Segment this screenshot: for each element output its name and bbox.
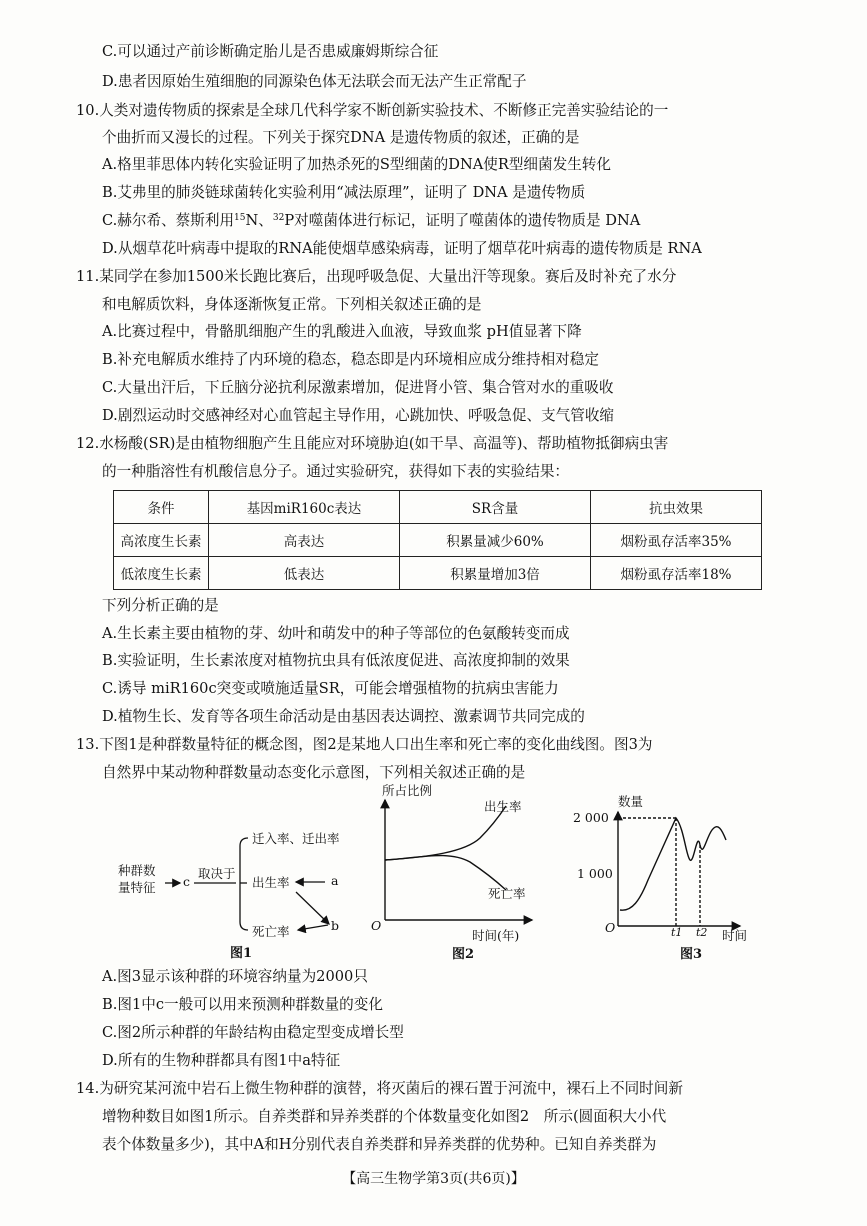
table-header-cell: SR含量 [400,491,591,524]
figure3-graph [618,812,740,926]
fig3-origin: O [605,920,616,935]
q12-stem-line2: 的一种脂溶性有机酸信息分子。通过实验研究，获得如下表的实验结果： [102,463,570,480]
q13-option-b: B.图1中c一般可以用来预测种群数量的变化 [102,996,383,1013]
fig3-population-curve [620,818,726,910]
table-cell: 烟粉虱存活率35% [591,524,762,557]
fig1-label-a: a [331,873,339,888]
fig1-label-birth: 出生率 [252,875,290,890]
q13-option-a: A.图3显示该种群的环境容纳量为2000只 [102,968,368,985]
q12-option-d: D.植物生长、发育等各项生命活动是由基因表达调控、激素调节共同完成的 [102,708,585,725]
fig1-label-depends: 取决于 [198,866,236,881]
q9-option-c: C.可以通过产前诊断确定胎儿是否患威廉姆斯综合征 [102,43,439,60]
fig1-label-migration: 迁入率、迁出率 [252,831,340,846]
q12-option-b: B.实验证明，生长素浓度对植物抗虫具有低浓度促进、高浓度抑制的效果 [102,652,570,669]
page-footer: 【高三生物学第3页(共6页)】 [342,1171,525,1187]
bracket [240,838,248,930]
q11-option-d: D.剧烈运动时交感神经对心血管起主导作用，心跳加快、呼吸急促、支气管收缩 [102,407,615,424]
q13-stem-line1: 13.下图1是种群数量特征的概念图，图2是某地人口出生率和死亡率的变化曲线图。图3为 [76,736,653,753]
figure2-graph [385,800,532,920]
q11-option-c: C.大量出汗后，下丘脑分泌抗利尿激素增加，促进肾小管、集合管对水的重吸收 [102,379,614,396]
arrow-birth-to-b [296,892,329,924]
q12-option-a: A.生长素主要由植物的芽、幼叶和萌发中的种子等部位的色氨酸转变而成 [102,625,570,642]
q14-stem-line2: 增物种数目如图1所示。自养类群和异养类群的个体数量变化如图2 所示(圆面积大小代 [102,1108,667,1125]
q11-option-b: B.补充电解质水维持了内环境的稳态，稳态即是内环境相应成分维持相对稳定 [102,351,599,368]
fig2-ylabel: 所占比例 [382,783,433,798]
fig3-tick-2000: 2 000 [573,810,609,825]
q10-option-b: B.艾弗里的肺炎链球菌转化实验利用“减法原理”，证明了 DNA 是遗传物质 [102,184,586,201]
q12-lead: 下列分析正确的是 [102,597,219,614]
q11-option-a: A.比赛过程中，骨骼肌细胞产生的乳酸进入血液，导致血浆 pH值显著下降 [102,323,582,340]
table-header-cell: 条件 [114,491,209,524]
fig2-caption: 图2 [452,947,475,962]
table-header-cell: 基因miR160c表达 [209,491,400,524]
fig1-label-death: 死亡率 [252,924,290,939]
table-cell: 烟粉虱存活率18% [591,557,762,590]
fig3-caption: 图3 [680,947,703,962]
q13-option-d: D.所有的生物种群都具有图1中a特征 [102,1052,341,1069]
q13-option-c: C.图2所示种群的年龄结构由稳定型变成增长型 [102,1024,404,1041]
q10-stem-line1: 10.人类对遗传物质的探索是全球几代科学家不断创新实验技术、不断修正完善实验结论的一 [76,102,669,119]
fig1-label-left2: 量特征 [118,880,156,895]
table-cell: 高表达 [209,524,400,557]
q14-stem-line3: 表个体数量多少)，其中A和H分别代表自养类群和异养类群的优势种。已知自养类群为 [102,1136,657,1153]
table-cell: 低表达 [209,557,400,590]
fig3-xlabel: 时间 [722,928,748,943]
q9-option-d: D.患者因原始生殖细胞的同源染色体无法联会而无法产生正常配子 [102,73,527,90]
q11-stem-line1: 11.某同学在参加1500米长跑比赛后，出现呼吸急促、大量出汗等现象。赛后及时补充了水分 [76,268,677,285]
table-cell: 低浓度生长素 [114,557,209,590]
table-cell: 积累量减少60% [400,524,591,557]
q12-stem-line1: 12.水杨酸(SR)是由植物细胞产生且能应对环境胁迫(如干旱、高温等)、帮助植物抵御病虫害 [76,435,669,452]
q14-stem-line1: 14.为研究某河流中岩石上微生物种群的演替，将灭菌后的裸石置于河流中，裸石上不同时间新 [76,1080,683,1097]
fig3-tick-1000: 1 000 [577,866,613,881]
fig3-t1: t1 [671,926,683,939]
fig2-origin: O [371,918,382,933]
fig2-birth-label: 出生率 [484,799,522,814]
table-cell: 高浓度生长素 [114,524,209,557]
fig2-death-label: 死亡率 [488,886,526,901]
fig3-ylabel: 数量 [618,794,644,809]
q10-stem-line2: 个曲折而又漫长的过程。下列关于探究DNA 是遗传物质的叙述，正确的是 [102,129,580,146]
arrow-b-to-death [298,925,328,930]
q11-stem-line2: 和电解质饮料，身体逐渐恢复正常。下列相关叙述正确的是 [102,296,482,313]
q10-option-a: A.格里菲思体内转化实验证明了加热杀死的S型细菌的DNA使R型细菌发生转化 [102,156,611,173]
q12-option-c: C.诱导 miR160c突变或喷施适量SR，可能会增强植物的抗病虫害能力 [102,680,559,697]
q13-stem-line2: 自然界中某动物种群数量动态变化示意图，下列相关叙述正确的是 [102,764,526,781]
q10-option-d: D.从烟草花叶病毒中提取的RNA能使烟草感染病毒，证明了烟草花叶病毒的遗传物质是 RNA [102,240,702,257]
fig1-caption: 图1 [230,946,253,961]
fig1-label-left1: 种群数 [118,863,156,878]
fig1-label-c: c [183,874,191,889]
q10-option-c: C.赫尔希、蔡斯利用$^{15}$N、$^{32}$P对噬菌体进行标记，证明了噬菌体的遗传物质是 DNA [102,212,641,229]
fig1-label-b: b [331,918,340,933]
fig2-xlabel: 时间(年) [472,928,520,943]
table-header-cell: 抗虫效果 [591,491,762,524]
table-cell: 积累量增加3倍 [400,557,591,590]
fig3-t2: t2 [696,926,708,939]
